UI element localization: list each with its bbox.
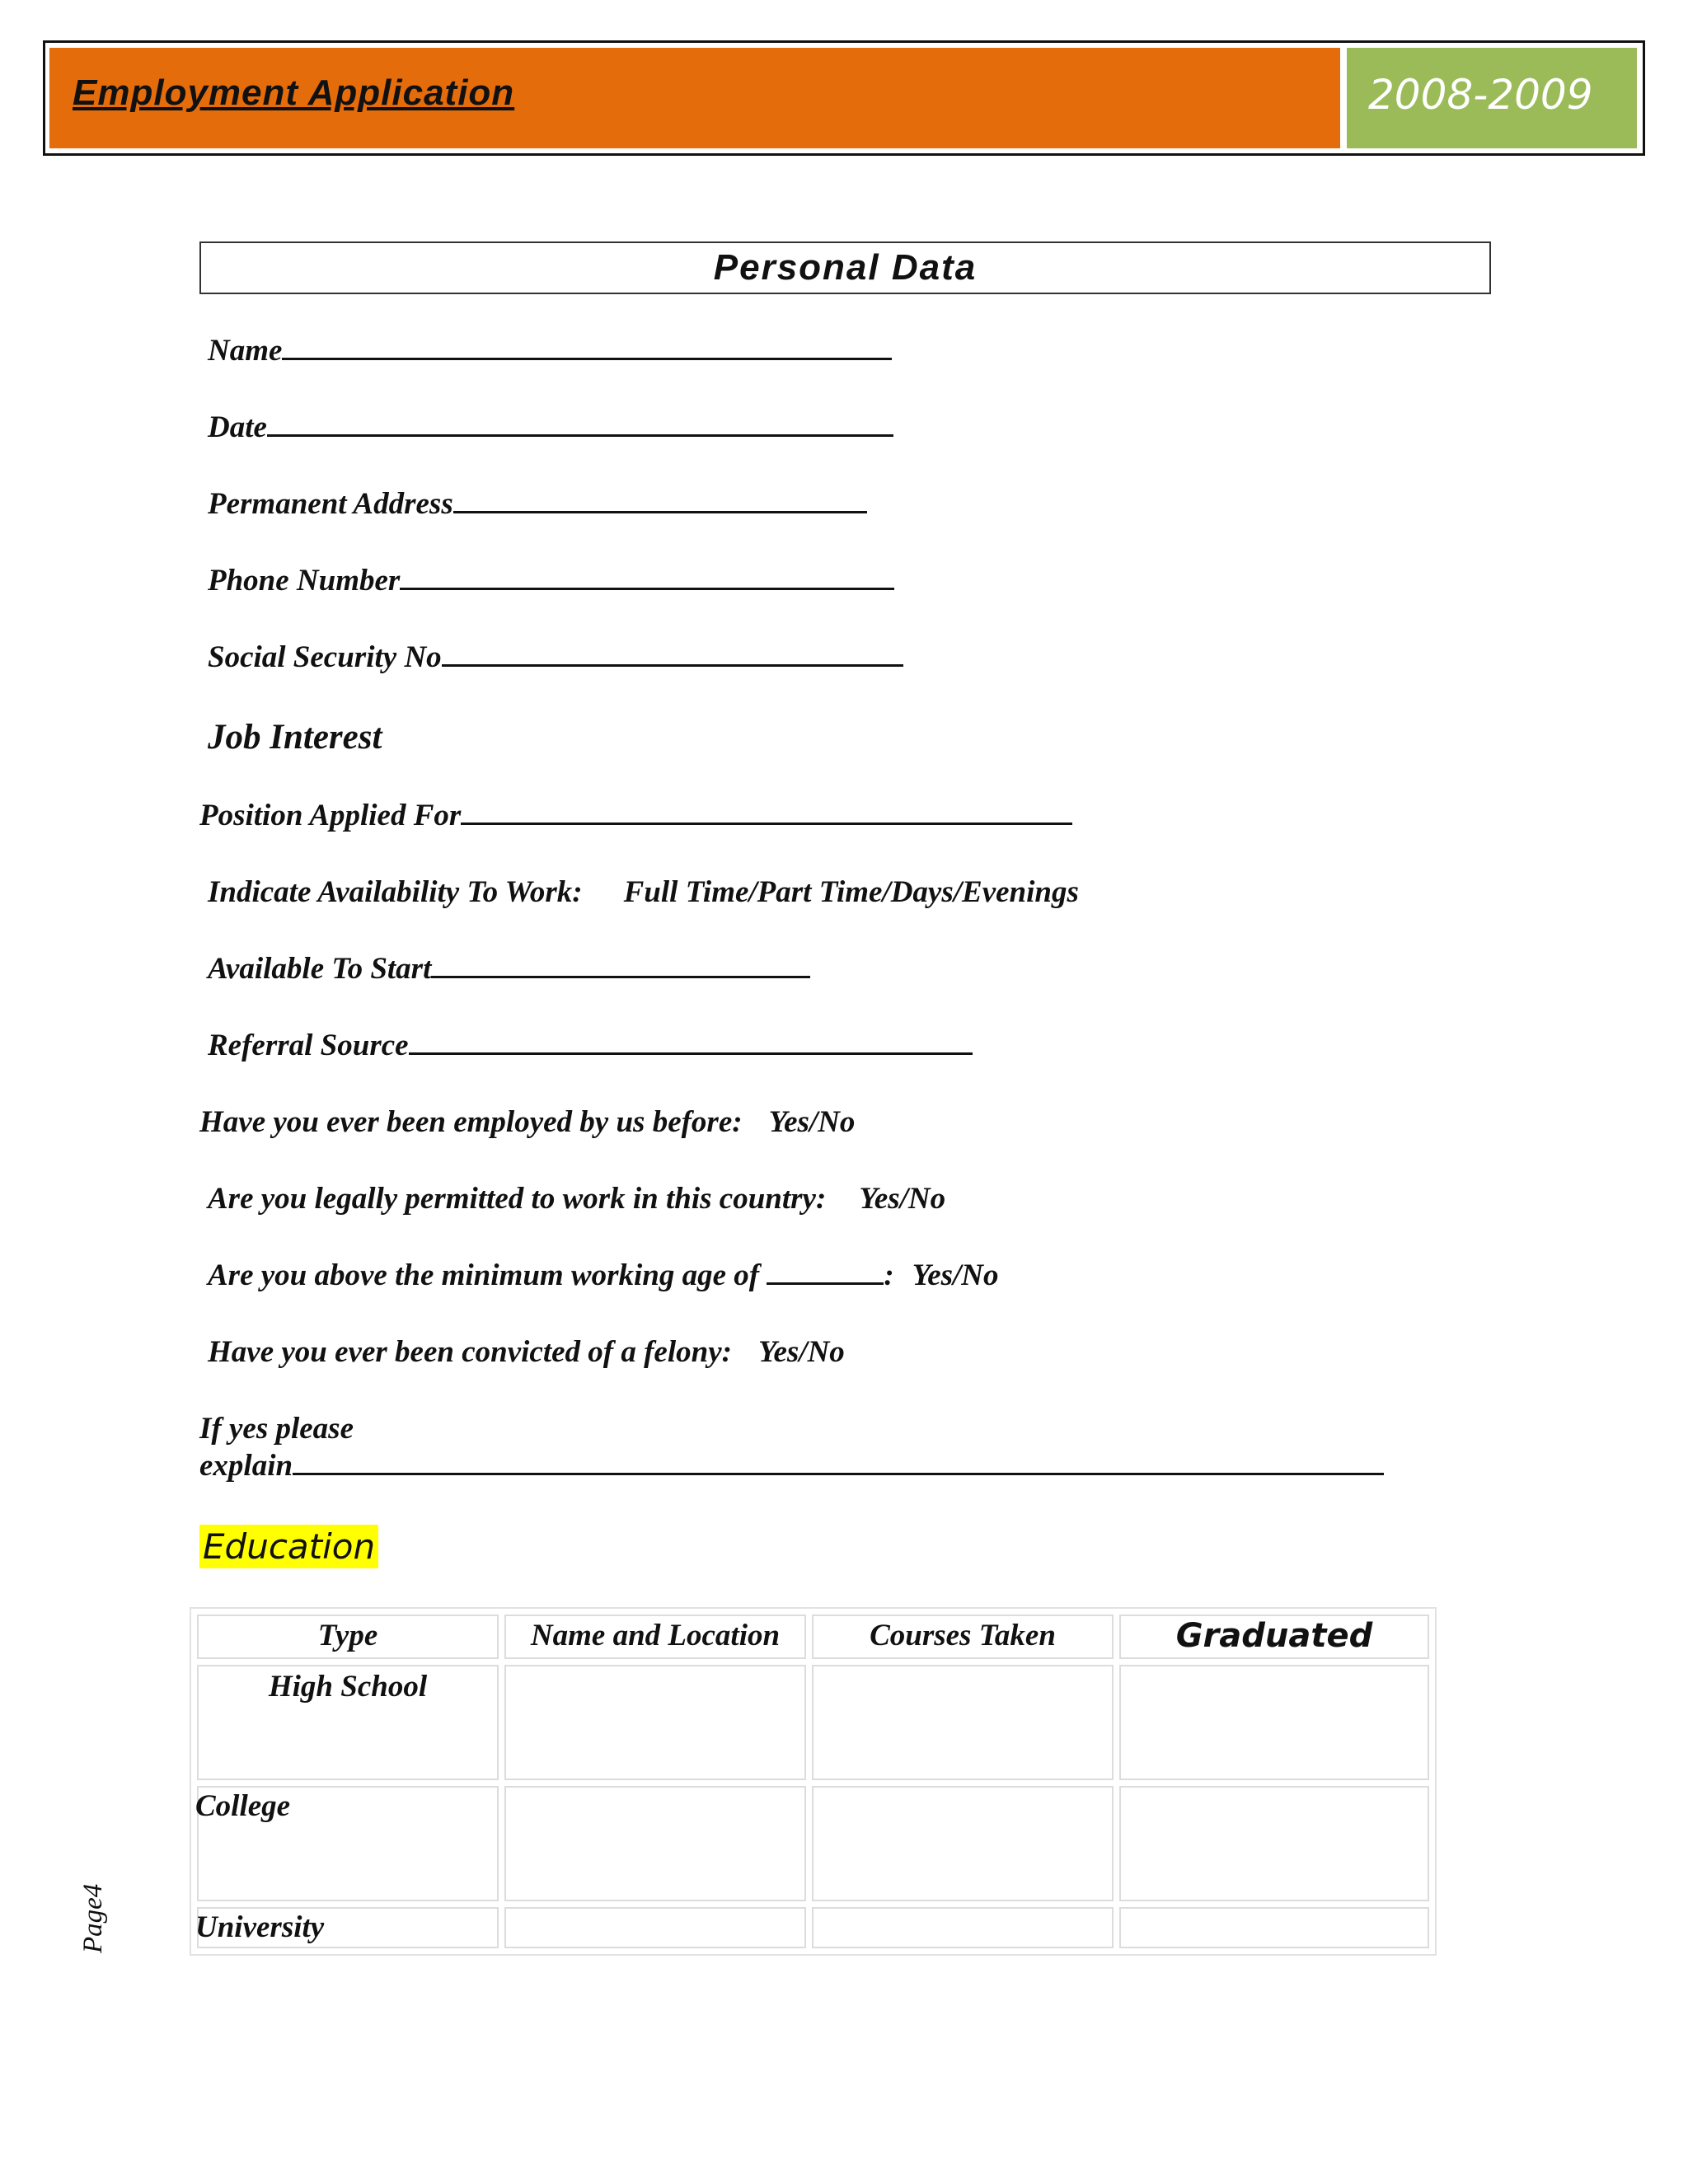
education-heading: Education [199, 1525, 378, 1568]
university-graduated-cell[interactable] [1119, 1907, 1429, 1948]
high-school-label: High School [268, 1670, 428, 1704]
college-label: College [195, 1789, 291, 1823]
permanent-address-blank-line[interactable] [453, 510, 867, 513]
college-courses-cell[interactable] [812, 1786, 1114, 1901]
felony-label: Have you ever been convicted of a felony: [208, 1335, 732, 1369]
employed-before-label: Have you ever been employed by us before: [199, 1105, 743, 1139]
social-security-field[interactable] [208, 640, 903, 675]
phone-number-field[interactable] [208, 563, 894, 598]
page-number-label: Page4 [78, 1883, 108, 1953]
minimum-age-question [208, 1258, 999, 1293]
referral-source-field[interactable] [208, 1028, 973, 1063]
graduated-label: Graduated [1175, 1617, 1373, 1655]
university-label: University [195, 1910, 325, 1944]
high-school-courses-cell[interactable] [812, 1665, 1114, 1780]
row-label-university [197, 1907, 499, 1948]
social-security-blank-line[interactable] [442, 663, 903, 667]
felony-answer[interactable]: Yes/No [757, 1335, 845, 1369]
job-interest-heading: Job Interest [208, 718, 382, 757]
row-label-college [197, 1786, 499, 1901]
table-row [197, 1907, 1429, 1948]
availability-field [208, 874, 1079, 910]
legal-permit-answer[interactable]: Yes/No [859, 1182, 946, 1216]
available-to-start-field[interactable] [208, 951, 810, 987]
college-graduated-cell[interactable] [1119, 1786, 1429, 1901]
table-row [197, 1665, 1429, 1780]
explain-field[interactable] [199, 1448, 1384, 1483]
university-courses-cell[interactable] [812, 1907, 1114, 1948]
available-to-start-label: Available To Start [208, 952, 432, 986]
position-applied-label: Position Applied For [199, 799, 462, 832]
social-security-label: Social Security No [208, 640, 442, 674]
column-header-graduated [1119, 1615, 1429, 1659]
date-field[interactable] [208, 410, 893, 445]
phone-number-label: Phone Number [208, 564, 401, 598]
legal-permit-question [208, 1181, 945, 1216]
row-label-high-school [197, 1665, 499, 1780]
position-applied-field[interactable] [199, 798, 1072, 833]
employed-before-question [199, 1104, 855, 1140]
position-applied-blank-line[interactable] [461, 822, 1072, 825]
explain-label-line1: If yes please [199, 1412, 354, 1446]
column-header-courses: Courses Taken [812, 1615, 1114, 1659]
permanent-address-field[interactable] [208, 486, 867, 522]
name-label: Name [208, 334, 283, 368]
section-title-personal-data: Personal Data [199, 241, 1491, 294]
table-row [197, 1786, 1429, 1901]
university-name-cell[interactable] [504, 1907, 806, 1948]
explain-label-line2: explain [199, 1449, 293, 1483]
employed-before-answer[interactable]: Yes/No [768, 1105, 856, 1139]
phone-number-blank-line[interactable] [400, 587, 894, 590]
document-year: 2008-2009 [1368, 71, 1593, 119]
minimum-age-blank-line[interactable] [767, 1282, 884, 1285]
minimum-age-colon: : [884, 1258, 894, 1292]
high-school-name-cell[interactable] [504, 1665, 806, 1780]
college-name-cell[interactable] [504, 1786, 806, 1901]
permanent-address-label: Permanent Address [208, 487, 453, 521]
referral-source-blank-line[interactable] [409, 1052, 973, 1055]
column-header-name-location: Name and Location [504, 1615, 806, 1659]
education-header-row [197, 1615, 1429, 1659]
name-field[interactable] [208, 333, 892, 368]
document-title: Employment Application [73, 73, 515, 113]
available-to-start-blank-line[interactable] [431, 975, 810, 978]
education-table [190, 1607, 1437, 1956]
referral-source-label: Referral Source [208, 1029, 409, 1062]
date-label: Date [208, 410, 267, 444]
high-school-graduated-cell[interactable] [1119, 1665, 1429, 1780]
availability-options[interactable]: Full Time/Part Time/Days/Evenings [623, 875, 1079, 909]
availability-label: Indicate Availability To Work: [208, 875, 583, 909]
minimum-age-label: Are you above the minimum working age of [208, 1258, 760, 1292]
date-blank-line[interactable] [267, 434, 893, 437]
legal-permit-label: Are you legally permitted to work in this country: [208, 1182, 827, 1216]
column-header-type: Type [197, 1615, 499, 1659]
explain-blank-line[interactable] [293, 1472, 1384, 1475]
minimum-age-answer[interactable]: Yes/No [912, 1258, 999, 1292]
name-blank-line[interactable] [282, 357, 892, 360]
felony-question [208, 1334, 845, 1370]
